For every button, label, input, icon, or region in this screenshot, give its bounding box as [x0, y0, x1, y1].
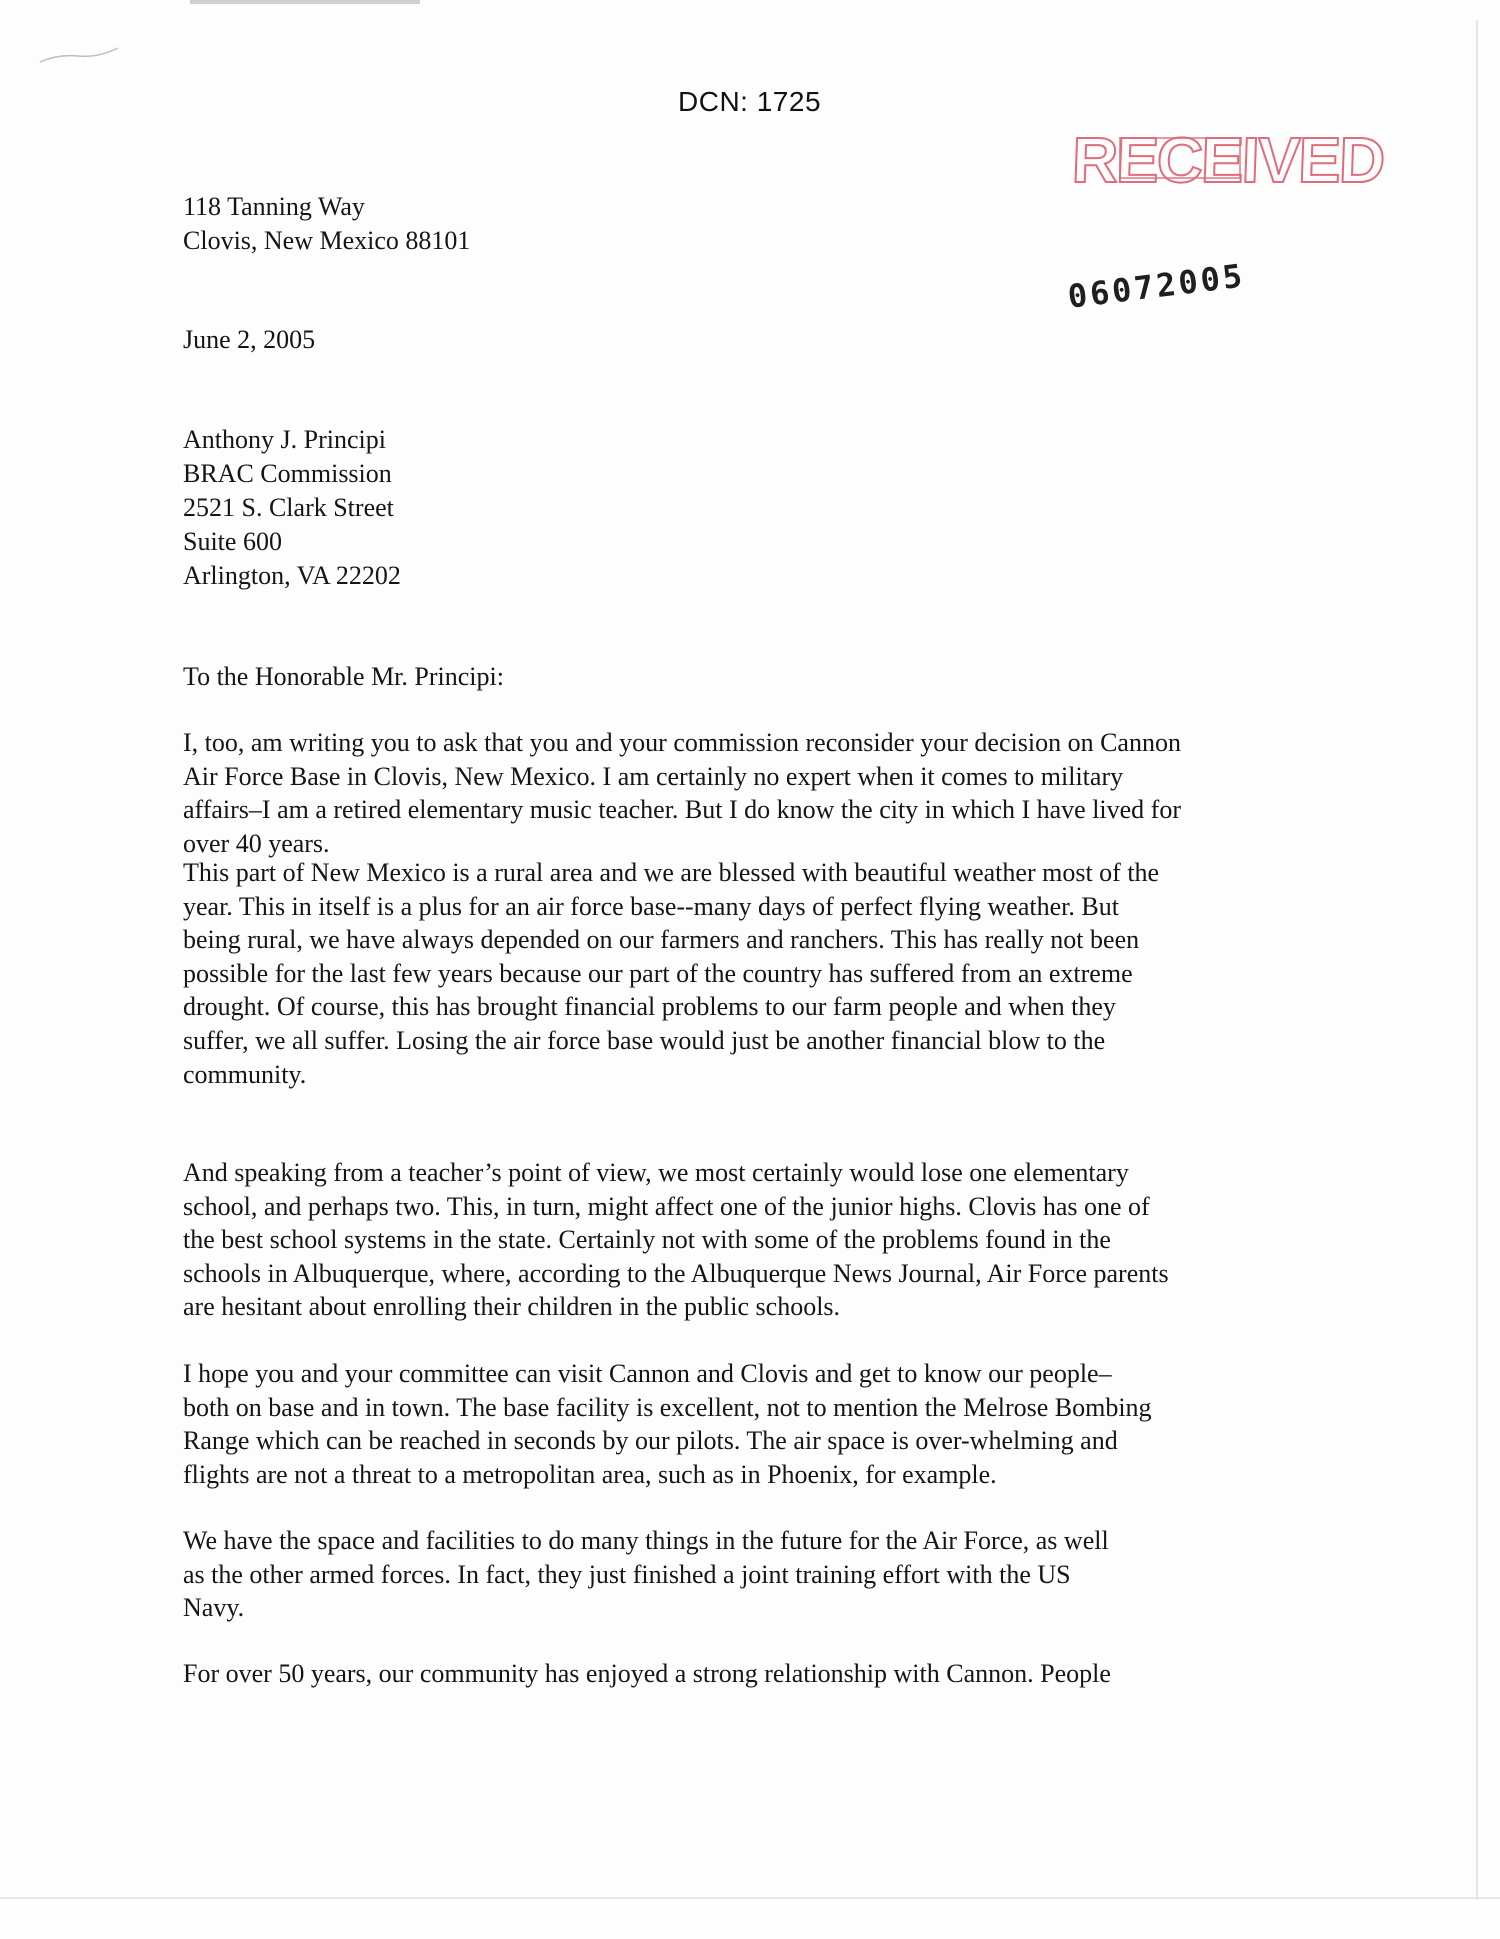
- paragraph-line: And speaking from a teacher’s point of view, we most certainly would lose one elementary: [183, 1158, 1129, 1187]
- paragraph-line: schools in Albuquerque, where, according to the Albuquerque News Journal, Air Force parents: [183, 1258, 1169, 1288]
- paragraph-line: Navy.: [183, 1593, 245, 1623]
- paragraph-line: as the other armed forces. In fact, they just finished a joint training effort with the US: [183, 1559, 1071, 1589]
- paragraph-line: the best school systems in the state. Certainly not with some of the problems found in the: [183, 1225, 1111, 1255]
- paragraph-5: [183, 1524, 1303, 1625]
- date-received-stamp: 06072005: [1065, 256, 1248, 316]
- paragraph-line: drought. Of course, this has brought financial problems to our farm people and when they: [183, 992, 1116, 1022]
- paragraph-line: possible for the last few years because our part of the country has suffered from an extreme: [183, 958, 1133, 988]
- recipient-line: BRAC Commission: [183, 459, 392, 488]
- paragraph-line: For over 50 years, our community has enjoyed a strong relationship with Cannon. People: [183, 1659, 1111, 1688]
- paragraph-line: school, and perhaps two. This, in turn, might affect one of the junior highs. Clovis has one of: [183, 1191, 1150, 1221]
- paragraph-line: I hope you and your committee can visit Cannon and Clovis and get to know our people–: [183, 1359, 1112, 1388]
- recipient-line: Anthony J. Principi: [183, 425, 386, 454]
- paragraph-4: [183, 1357, 1303, 1491]
- page-edge-right: [1476, 20, 1478, 1900]
- paragraph-3: [183, 1156, 1303, 1324]
- corner-pencil-mark: [38, 40, 138, 70]
- paragraph-line: suffer, we all suffer. Losing the air force base would just be another financial blow to the: [183, 1025, 1106, 1055]
- return-address-line: Clovis, New Mexico 88101: [183, 226, 471, 255]
- recipient-line: 2521 S. Clark Street: [183, 493, 394, 522]
- paragraph-line: both on base and in town. The base facility is excellent, not to mention the Melrose Bombing: [183, 1392, 1152, 1422]
- paragraph-line: We have the space and facilities to do many things in the future for the Air Force, as well: [183, 1526, 1109, 1555]
- recipient-line: Arlington, VA 22202: [183, 561, 401, 590]
- paragraph-line: This part of New Mexico is a rural area and we are blessed with beautiful weather most of the: [183, 858, 1160, 887]
- paragraph-line: over 40 years.: [183, 828, 330, 858]
- received-stamp-text: RECEIVED: [1070, 124, 1385, 196]
- scan-top-mark: [190, 0, 420, 4]
- paragraph-line: affairs–I am a retired elementary music teacher. But I do know the city in which I have lived for: [183, 795, 1181, 825]
- paragraph-line: Air Force Base in Clovis, New Mexico. I am certainly no expert when it comes to military: [183, 761, 1124, 791]
- paragraph-1: [183, 726, 1303, 860]
- return-address-line: 118 Tanning Way: [183, 192, 365, 221]
- recipient-address: [183, 423, 401, 593]
- paragraph-line: are hesitant about enrolling their children in the public schools.: [183, 1292, 841, 1322]
- page-edge-bottom: [0, 1897, 1500, 1899]
- salutation: To the Honorable Mr. Principi:: [183, 662, 504, 691]
- paragraph-line: Range which can be reached in seconds by our pilots. The air space is over-whelming and: [183, 1426, 1118, 1456]
- return-address: [183, 190, 470, 258]
- document-control-number: DCN: 1725: [678, 86, 822, 117]
- paragraph-2: [183, 856, 1303, 1091]
- recipient-line: Suite 600: [183, 527, 282, 556]
- received-stamp: [1060, 124, 1385, 210]
- paragraph-6: [183, 1657, 1303, 1691]
- paragraph-line: being rural, we have always depended on our farmers and ranchers. This has really not been: [183, 925, 1140, 955]
- letter-date: June 2, 2005: [183, 325, 316, 354]
- paragraph-line: year. This in itself is a plus for an air force base--many days of perfect flying weather. But: [183, 891, 1119, 921]
- paragraph-line: community.: [183, 1059, 307, 1089]
- paragraph-line: flights are not a threat to a metropolitan area, such as in Phoenix, for example.: [183, 1459, 997, 1489]
- paragraph-line: I, too, am writing you to ask that you and your commission reconsider your decision on Cannon: [183, 728, 1181, 757]
